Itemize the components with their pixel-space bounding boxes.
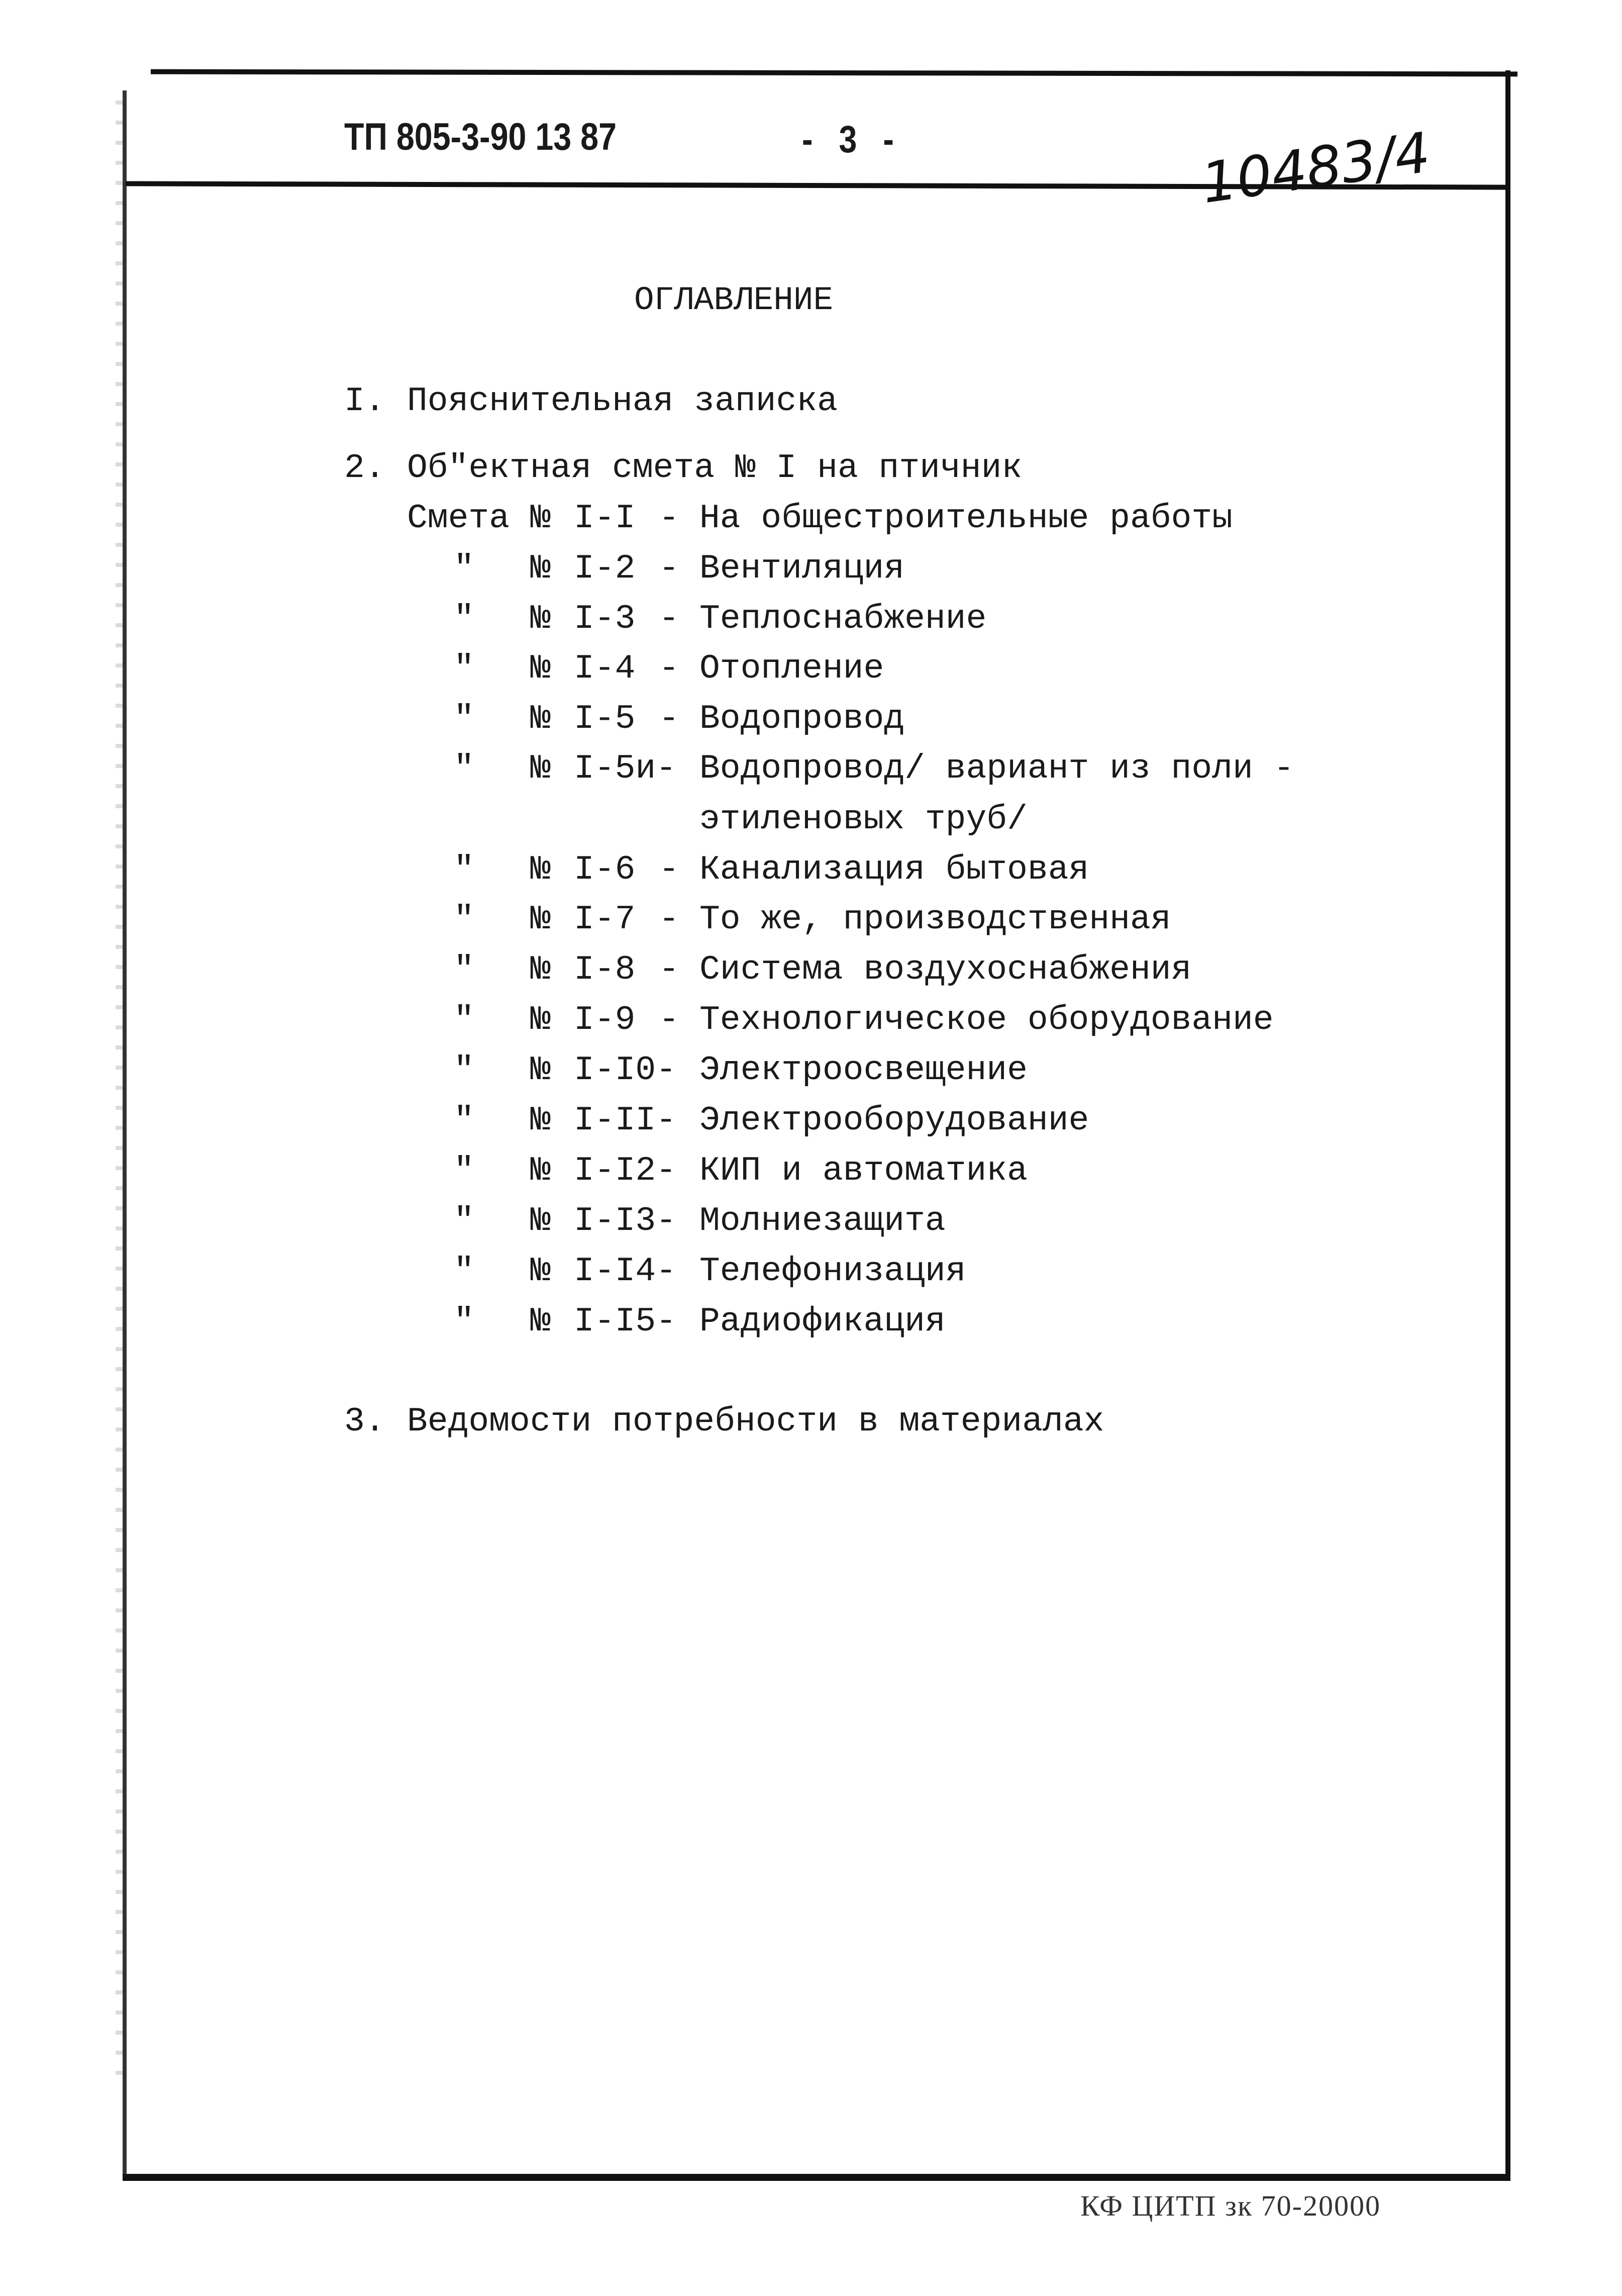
estimate-prefix: " [454,1202,474,1240]
number-sign: № [530,749,551,788]
estimate-dash: - [659,1001,679,1039]
estimate-title: На общестроительные работы [699,499,1233,538]
number-sign: № [530,700,551,738]
estimate-prefix: " [454,600,474,638]
number-sign: № [530,499,551,538]
estimate-dash: - [659,600,679,638]
estimate-title: Водопровод/ вариант из поли - [699,749,1294,788]
frame-border-right [1505,70,1510,2179]
section-title: Пояснительная записка [407,382,838,421]
estimate-code: I-II- [574,1101,677,1140]
number-sign: № [530,1051,551,1090]
estimate-code: I-I2- [574,1152,677,1190]
estimate-prefix: " [454,1001,474,1039]
handwritten-number: 10483/4 [1197,120,1434,216]
estimate-prefix: " [454,1152,474,1190]
section-number: 2. [344,449,385,488]
estimate-prefix: " [454,1101,474,1140]
estimate-code: I-I0- [574,1051,677,1090]
estimate-code: I-4 [574,649,636,688]
estimate-code: I-9 [574,1001,636,1039]
section-number: I. [344,382,385,421]
estimate-prefix: " [454,1302,474,1341]
number-sign: № [530,950,551,989]
estimate-prefix: " [454,700,474,738]
estimate-title: КИП и автоматика [699,1152,1028,1190]
estimate-prefix: " [454,1051,474,1090]
estimate-prefix: " [454,649,474,688]
estimate-title: Радиофикация [699,1302,946,1341]
estimate-code: I-I3- [574,1202,677,1240]
estimate-prefix: " [454,1252,474,1291]
number-sign: № [530,649,551,688]
estimate-code: I-8 [574,950,636,989]
estimate-code: I-I4- [574,1252,677,1291]
section-title: Ведомости потребности в материалах [407,1402,1104,1441]
number-sign: № [530,1001,551,1039]
estimate-prefix: Смета [407,499,510,538]
number-sign: № [530,549,551,588]
estimate-dash: - [659,700,679,738]
estimate-title: Водопровод [699,700,905,738]
estimate-title-continuation: этиленовых труб/ [699,800,1028,839]
frame-border-left [123,90,127,2179]
page-title: ОГЛАВЛЕНИЕ [634,281,834,319]
estimate-code: I-I [574,499,636,538]
estimate-dash: - [659,950,679,989]
estimate-code: I-5и- [574,749,677,788]
section-number: 3. [344,1402,385,1441]
estimate-prefix: " [454,850,474,889]
estimate-title: Электрооборудование [699,1101,1089,1140]
number-sign: № [530,900,551,939]
estimate-title: Технологическое оборудование [699,1001,1274,1039]
estimate-prefix: " [454,900,474,939]
section-title: Об"ектная смета № I на птичник [407,449,1023,488]
frame-border-top [151,69,1517,77]
estimate-title: Система воздухоснабжения [699,950,1192,989]
estimate-dash: - [659,499,679,538]
estimate-code: I-3 [574,600,636,638]
estimate-title: Телефонизация [699,1252,966,1291]
estimate-prefix: " [454,950,474,989]
estimate-title: Отопление [699,649,884,688]
number-sign: № [530,1202,551,1240]
estimate-dash: - [659,649,679,688]
print-footer: КФ ЦИТП зк 70-20000 [1080,2189,1381,2222]
estimate-code: I-5 [574,700,636,738]
estimate-title: Вентиляция [699,549,905,588]
estimate-dash: - [659,900,679,939]
number-sign: № [530,1252,551,1291]
number-sign: № [530,850,551,889]
document-code: ТП 805-3-90 13 87 [344,116,617,158]
estimate-code: I-6 [574,850,636,889]
estimate-dash: - [659,549,679,588]
estimate-code: I-2 [574,549,636,588]
estimate-title: Теплоснабжение [699,600,987,638]
estimate-prefix: " [454,749,474,788]
number-sign: № [530,600,551,638]
estimate-dash: - [659,850,679,889]
estimate-prefix: " [454,549,474,588]
estimate-code: I-7 [574,900,636,939]
number-sign: № [530,1302,551,1341]
frame-border-bottom [123,2174,1510,2181]
estimate-code: I-I5- [574,1302,677,1341]
estimate-title: То же, производственная [699,900,1171,939]
page-number: - 3 - [802,118,894,161]
estimate-title: Электроосвещение [699,1051,1028,1090]
estimate-title: Молниезащита [699,1202,946,1240]
number-sign: № [530,1152,551,1190]
number-sign: № [530,1101,551,1140]
estimate-title: Канализация бытовая [699,850,1089,889]
